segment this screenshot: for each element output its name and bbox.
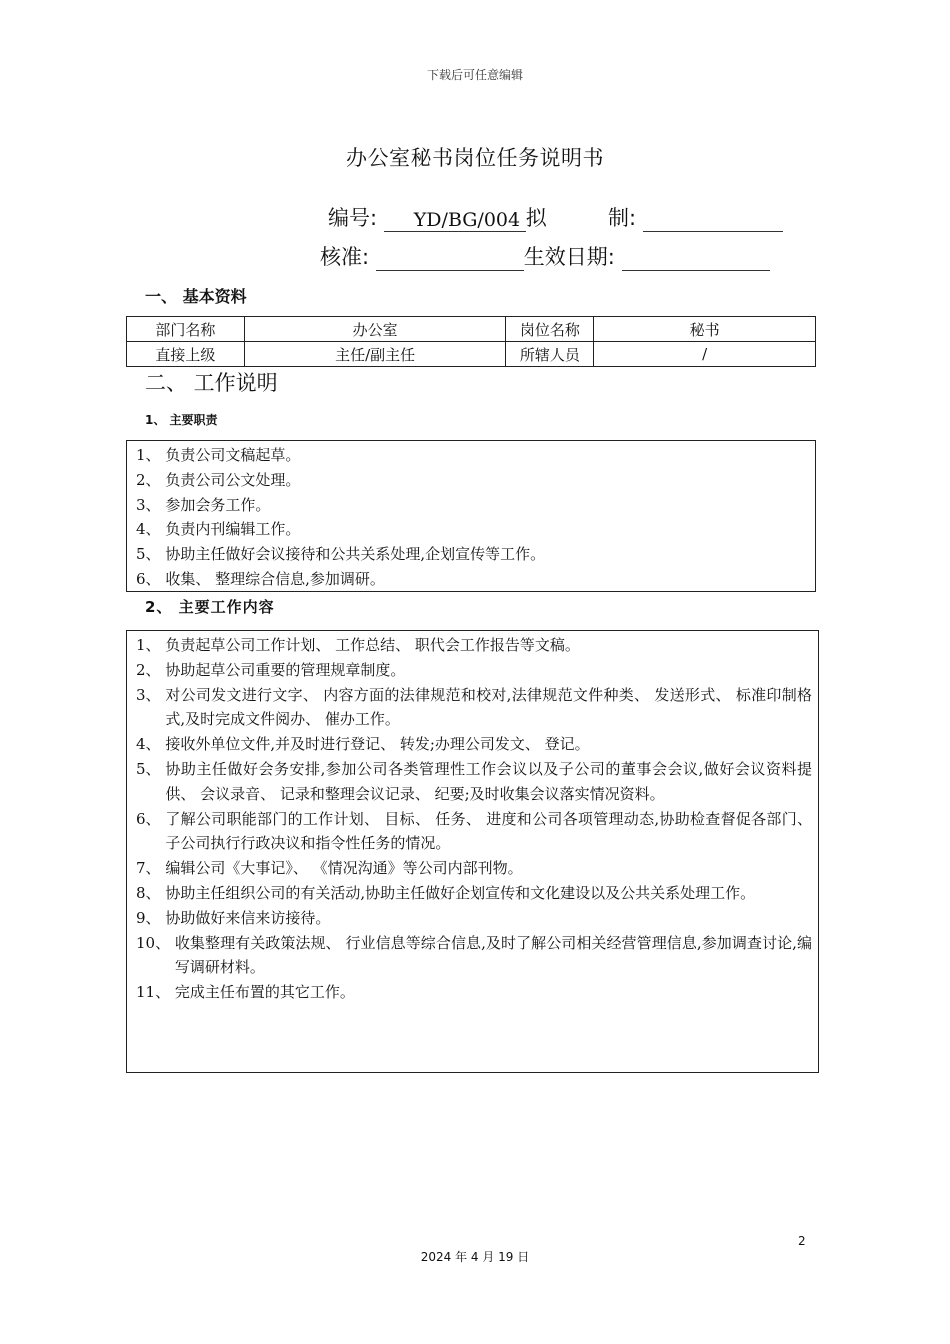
- list-item: 7、 编辑公司《大事记》、 《情况沟通》等公司内部刊物。: [136, 859, 523, 878]
- header-note: 下载后可任意编辑: [426, 68, 523, 82]
- list-item: 5、 协助主任做好会议接待和公共关系处理,企划宣传等工作。: [136, 545, 546, 564]
- list-item: 6、 了解公司职能部门的工作计划、 目标、 任务、 进度和公司各项管理动态,协助检查督促各部门、 子公司执行行政决议和指令性任务的情况。: [136, 809, 812, 853]
- list-item: 1、 负责起草公司工作计划、 工作总结、 职代会工作报告等文稿。: [136, 636, 580, 654]
- section-basic-info-heading: 一、 基本资料: [145, 287, 247, 306]
- approve-field: [376, 246, 524, 271]
- approve-label: 核准:: [320, 245, 370, 269]
- table-cell: 直接上级: [127, 342, 245, 367]
- main-duties-box: [126, 440, 816, 592]
- table-cell: 所辖人员: [506, 342, 594, 367]
- draft-label-a: 拟: [525, 206, 547, 230]
- page-number: 2: [798, 1234, 806, 1248]
- list-item: 4、 负责内刊编辑工作。: [136, 520, 301, 539]
- main-tasks-heading: 2、 主要工作内容: [145, 598, 275, 616]
- main-tasks-box: [126, 630, 819, 1073]
- document-title: 办公室秘书岗位任务说明书: [346, 146, 604, 170]
- list-item: 2、 协助起草公司重要的管理规章制度。: [136, 660, 406, 679]
- basic-info-table: [126, 316, 816, 367]
- list-item: 8、 协助主任组织公司的有关活动,协助主任做好企划宣传和文化建设以及公共关系处理工作。: [136, 883, 756, 902]
- list-item: 11、 完成主任布置的其它工作。: [136, 983, 355, 1002]
- code-label: 编号:: [328, 206, 378, 230]
- effective-label: 生效日期:: [523, 245, 615, 269]
- table-cell: 部门名称: [127, 317, 245, 342]
- table-cell: 秘书: [594, 317, 816, 342]
- table-row: [127, 317, 816, 342]
- list-item: 3、 对公司发文进行文字、 内容方面的法律规范和校对,法律规范文件种类、 发送形式、 标准印制格式,及时完成文件阅办、 催办工作。: [136, 685, 812, 729]
- draft-label-b: 制:: [608, 206, 637, 230]
- footer-date: 2024 年 4 月 19 日: [420, 1250, 530, 1264]
- table-cell: 岗位名称: [506, 317, 594, 342]
- list-item: 1、 负责公司文稿起草。: [136, 446, 301, 464]
- code-value: YD/BG/004: [413, 209, 521, 231]
- list-item: 6、 收集、 整理综合信息,参加调研。: [136, 569, 385, 588]
- meta-line-draft: [608, 202, 783, 232]
- table-cell: 办公室: [244, 317, 506, 342]
- effective-date-field: [622, 246, 770, 271]
- table-cell: /: [594, 342, 816, 367]
- table-cell: 主任/副主任: [244, 342, 506, 367]
- main-duties-heading: 1、 主要职责: [145, 413, 218, 427]
- list-item: 4、 接收外单位文件,并及时进行登记、 转发;办理公司发文、 登记。: [136, 735, 590, 754]
- list-item: 3、 参加会务工作。: [136, 495, 271, 514]
- list-item: 5、 协助主任做好会务安排,参加公司各类管理性工作会议以及子公司的董事会会议,做好会议资料提供、 会议录音、 记录和整理会议记录、 纪要;及时收集会议落实情况资料。: [136, 759, 812, 803]
- list-item: 9、 协助做好来信来访接待。: [136, 908, 331, 927]
- section-job-description-heading: 二、 工作说明: [145, 371, 278, 395]
- list-item: 10、 收集整理有关政策法规、 行业信息等综合信息,及时了解公司相关经营管理信息,参加调查讨论,编写调研材料。: [136, 933, 812, 977]
- meta-line-approve: [320, 241, 770, 271]
- meta-line-code: [328, 202, 547, 232]
- draft-field: [643, 207, 783, 232]
- code-field: [384, 207, 526, 232]
- list-item: 2、 负责公司公文处理。: [136, 470, 301, 489]
- table-row: [127, 342, 816, 367]
